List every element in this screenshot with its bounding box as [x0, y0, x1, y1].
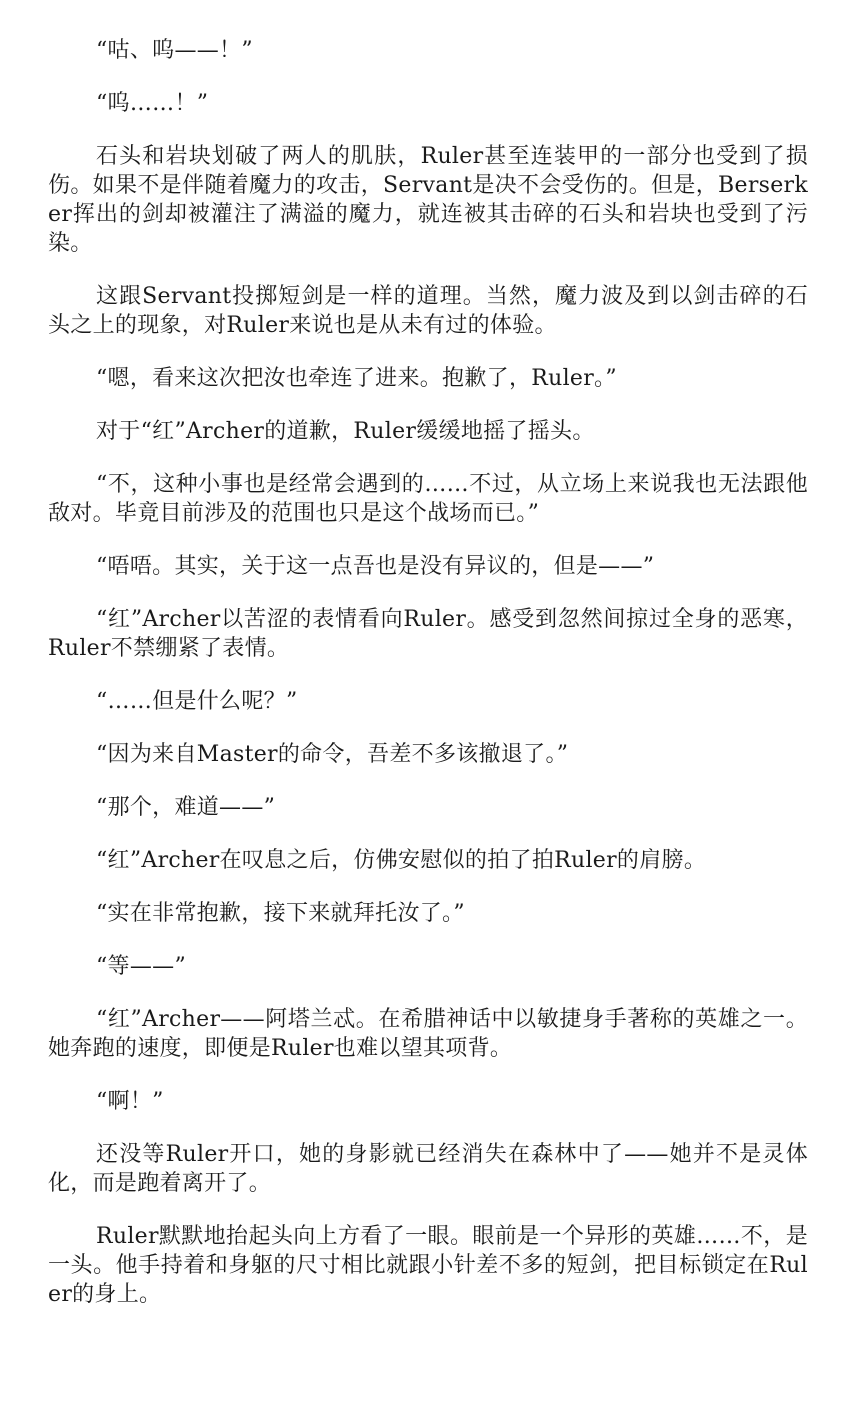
paragraph: “唔唔。其实，关于这一点吾也是没有异议的，但是——”	[96, 554, 655, 579]
paragraph: “红”Archer以苦涩的表情看向Ruler。感受到忽然间掠过全身的恶寒，Ruler不禁绷紧了表情。	[48, 607, 808, 661]
paragraph: “等——”	[96, 954, 186, 979]
paragraph: 还没等Ruler开口，她的身影就已经消失在森林中了——她并不是灵体化，而是跑着离开了。	[48, 1142, 808, 1196]
paragraph: “那个，难道——”	[96, 795, 276, 820]
paragraph: “呜……！”	[96, 91, 209, 116]
document-page	[48, 36, 808, 1333]
paragraph: “因为来自Master的命令，吾差不多该撤退了。”	[96, 742, 569, 767]
paragraph: 这跟Servant投掷短剑是一样的道理。当然，魔力波及到以剑击碎的石头之上的现象，对Ruler来说也是从未有过的体验。	[48, 284, 808, 338]
paragraph: “实在非常抱歉，接下来就拜托汝了。”	[96, 901, 465, 926]
paragraph: “……但是什么呢？”	[96, 689, 298, 714]
paragraph: 对于“红”Archer的道歉，Ruler缓缓地摇了摇头。	[96, 419, 595, 444]
paragraph: “红”Archer在叹息之后，仿佛安慰似的拍了拍Ruler的肩膀。	[96, 848, 707, 873]
paragraph: 石头和岩块划破了两人的肌肤，Ruler甚至连装甲的一部分也受到了损伤。如果不是伴随着魔力的攻击，Servant是决不会受伤的。但是，Berserker挥出的剑却被灌注了满溢的魔力，就连被其击碎的石头和岩块也受到了污染。	[48, 144, 808, 256]
paragraph: “咕、呜——！”	[96, 38, 253, 63]
paragraph: “不，这种小事也是经常会遇到的……不过，从立场上来说我也无法跟他敌对。毕竟目前涉及的范围也只是这个战场而已。”	[48, 472, 808, 526]
paragraph: “嗯，看来这次把汝也牵连了进来。抱歉了，Ruler。”	[96, 366, 617, 391]
paragraph: “啊！”	[96, 1089, 164, 1114]
paragraph: “红”Archer——阿塔兰忒。在希腊神话中以敏捷身手著称的英雄之一。她奔跑的速度，即便是Ruler也难以望其项背。	[48, 1007, 808, 1061]
paragraph: Ruler默默地抬起头向上方看了一眼。眼前是一个异形的英雄……不，是一头。他手持着和身躯的尺寸相比就跟小针差不多的短剑，把目标锁定在Ruler的身上。	[48, 1224, 808, 1307]
